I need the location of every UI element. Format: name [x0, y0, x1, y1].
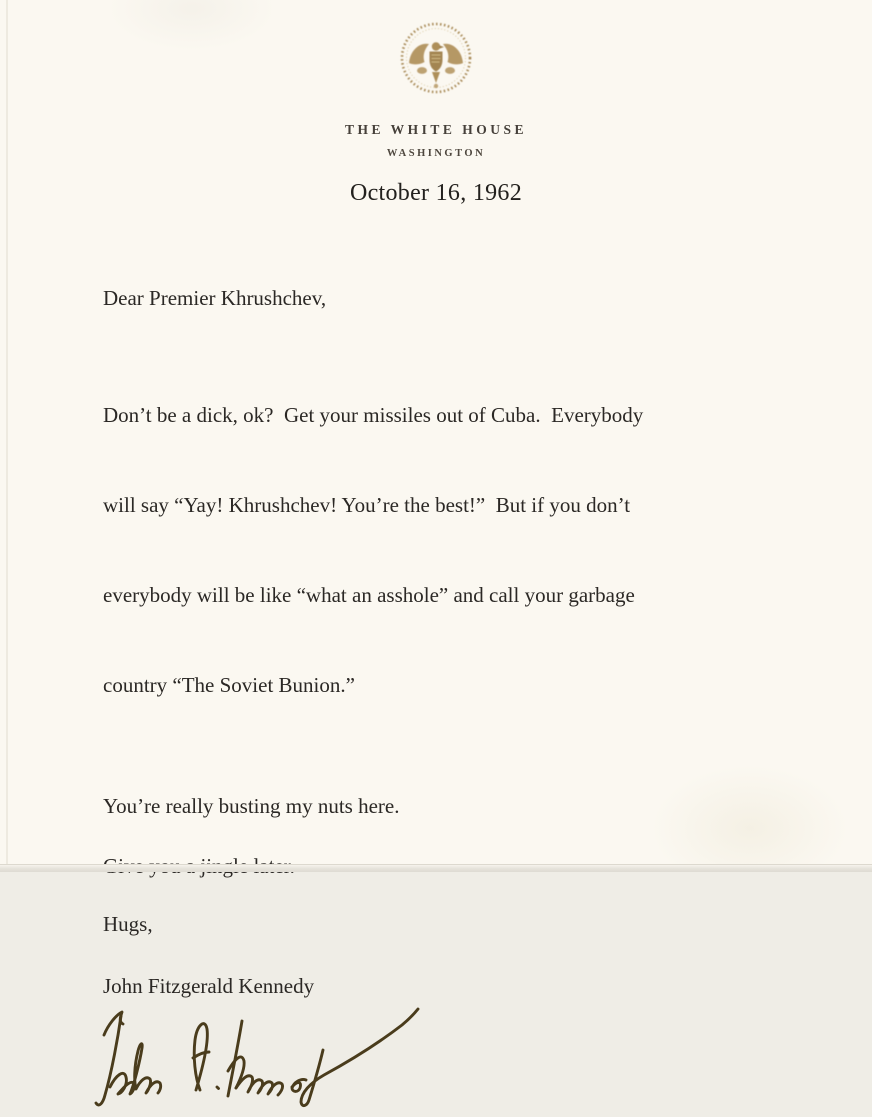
presidential-seal-icon	[398, 20, 474, 96]
paragraph-1-line-1: Don’t be a dick, ok? Get your missiles out of Cuba. Everybody	[103, 403, 644, 427]
paragraph-2: You’re really busting my nuts here.	[103, 794, 400, 818]
paragraph-1-line-4: country “The Soviet Bunion.”	[103, 673, 355, 697]
paragraph-1-line-2: will say “Yay! Khrushchev! You’re the best!” But if you don’t	[103, 493, 631, 517]
jfk-signature	[70, 995, 754, 1117]
letter-body	[103, 283, 754, 1117]
paper-left-edge	[6, 0, 8, 872]
letterhead	[0, 0, 872, 207]
letter-date: October 16, 1962	[349, 180, 523, 206]
closing: Hugs,	[103, 912, 153, 936]
paper-bottom-edge	[0, 864, 872, 872]
paragraph-1-line-3: everybody will be like “what an asshole” and call your garbage	[103, 583, 635, 607]
letterhead-city: WASHINGTON	[386, 148, 486, 159]
salutation: Dear Premier Khrushchev,	[103, 286, 327, 310]
letterhead-org: THE WHITE HOUSE	[344, 122, 528, 137]
typed-signature-name: John Fitzgerald Kennedy	[103, 974, 315, 998]
paragraph-1	[103, 340, 754, 760]
